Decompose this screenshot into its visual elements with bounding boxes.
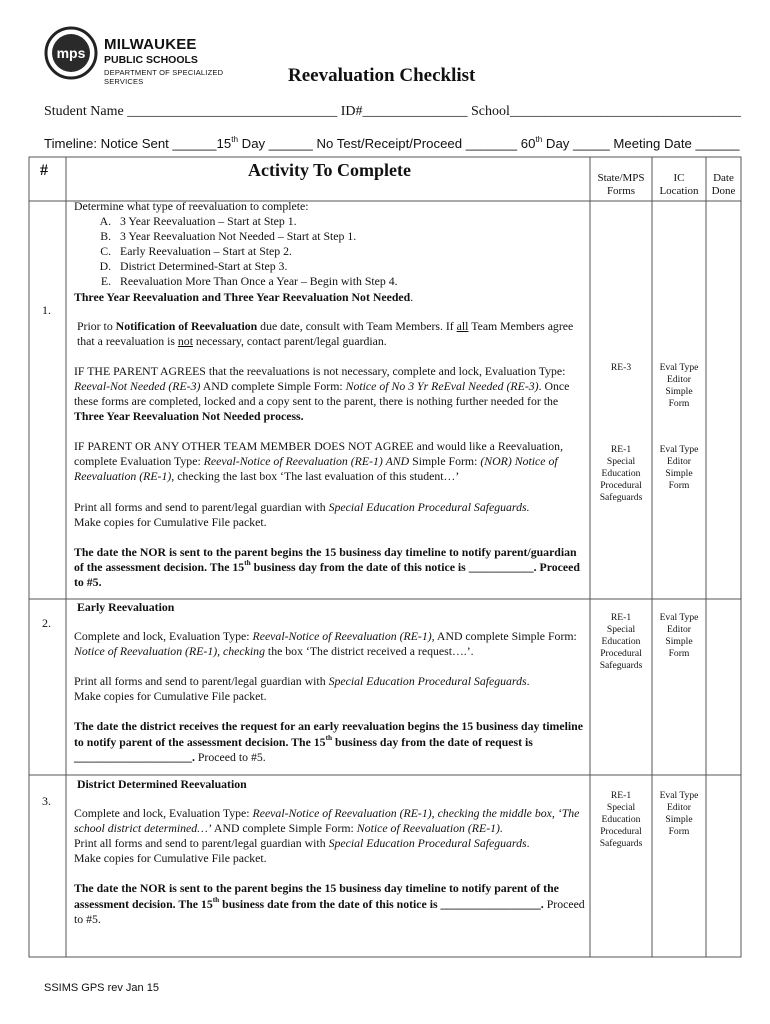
row2-loc-1: Eval Type <box>659 612 699 623</box>
timeline-sup-2: th <box>535 134 543 144</box>
row3-loc-1: Eval Type <box>659 790 699 801</box>
row3-p3-sup: th <box>212 894 220 904</box>
row3-p1-d: Notice of Reevaluation (RE-1). <box>356 821 503 836</box>
row1-loc-a-3: Simple <box>665 386 693 397</box>
row2-p2-d: Make copies for Cumulative File packet. <box>74 689 267 704</box>
footer-revision: SSIMS GPS rev Jan 15 <box>44 982 159 994</box>
row1-form-b-1: RE-1 <box>610 444 632 455</box>
mps-logo <box>44 26 244 86</box>
timeline-part-b: Day ______ No Test/Receipt/Proceed _______ 60 <box>238 136 536 151</box>
row2-para2 <box>74 674 586 704</box>
row1-p4-a: Print all forms and send to parent/legal guardian with <box>74 499 329 514</box>
row1-step-c: C. Early Reevaluation – Start at Step 2. <box>114 244 586 259</box>
row1-para4 <box>74 500 586 530</box>
row1-p3-b: Reeval-Notice of Reevaluation (RE-1) AND <box>203 454 410 469</box>
header-location-l2: Location <box>659 185 699 197</box>
header-location-l1: IC <box>673 172 685 184</box>
header-date-l2: Done <box>711 185 736 197</box>
row1-content <box>74 199 586 590</box>
row3-form-4: Procedural <box>600 826 642 837</box>
row1-p3-d: (NOR) Notice of Reevaluation (RE-1) <box>74 454 558 484</box>
row3-p1-a: Complete and lock, Evaluation Type: <box>74 806 253 821</box>
row3-para3 <box>74 881 586 926</box>
row1-para3 <box>74 439 586 484</box>
header-activity: Activity To Complete <box>248 160 411 180</box>
row1-form-a: RE-3 <box>610 362 632 373</box>
row1-p2-a: IF THE PARENT AGREES that the reevaluations is not necessary, complete and lock, Evaluation Type: <box>74 363 566 378</box>
row1-intro: Determine what type of reevaluation to complete: <box>74 199 309 213</box>
row3-form-5: Safeguards <box>599 838 643 849</box>
row2-p1-b: Reeval-Notice of Reevaluation (RE-1), <box>252 629 435 644</box>
row2-heading: Early Reevaluation <box>77 600 175 614</box>
row1-p1-c: due date, consult with Team Members. If <box>257 318 457 333</box>
student-info-line: Student Name ______________________________ ID#_______________ School_________________________________ <box>44 104 741 119</box>
row2-location <box>652 612 706 660</box>
row1-p3-e: , checking the last box ‘The last evaluation of this student…’ <box>171 469 460 484</box>
row2-form-1: RE-1 <box>610 612 632 623</box>
row3-loc-2: Editor <box>667 802 691 813</box>
row2-form-4: Procedural <box>600 648 642 659</box>
row2-p3-b: business day from the date of request is ____________________. <box>74 734 533 764</box>
row3-para1 <box>74 806 586 836</box>
row1-p2-b: Reeval-Not Needed (RE-3) <box>74 378 201 393</box>
row1-step-a: A. 3 Year Reevaluation – Start at Step 1. <box>114 214 586 229</box>
row2-p3-c: Proceed to #5. <box>194 749 266 764</box>
row1-heading-end: . <box>410 289 414 304</box>
header-date <box>706 172 741 198</box>
row2-loc-4: Form <box>668 648 690 659</box>
header-forms-l2: Forms <box>606 185 636 197</box>
row1-p1-f: not <box>177 333 193 348</box>
row2-p1-c: AND complete Simple Form: <box>434 629 577 644</box>
row3-p3-a: The date the NOR is sent to the parent begins the 15 business day timeline to notify parent of the assessment decision. The 15 <box>74 881 559 911</box>
row1-p1-g: necessary, contact parent/legal guardian. <box>192 333 387 348</box>
row1-step-d: D. District Determined-Start at Step 3. <box>114 259 586 274</box>
row1-para5 <box>74 545 586 590</box>
row1-p1-a: Prior to <box>77 318 116 333</box>
row2-p1-a: Complete and lock, Evaluation Type: <box>74 629 253 644</box>
row1-p4-c: Make copies for Cumulative File packet. <box>74 514 267 529</box>
row2-form-3: Education <box>601 636 641 647</box>
row1-p2-e: . Once these forms are completed, locked and a copy sent to the parent, there is nothing further needed for the <box>74 378 570 409</box>
row2-p3-sup: th <box>325 732 333 742</box>
header-forms-l1: State/MPS <box>597 172 645 184</box>
row1-para2 <box>74 364 586 424</box>
row2-loc-3: Simple <box>665 636 693 647</box>
row3-p3-c: Proceed to #5. <box>74 896 585 926</box>
row2-p2-a: Print all forms and send to parent/legal guardian with <box>74 674 329 689</box>
row1-form-b-2: Special <box>606 456 636 467</box>
row3-heading: District Determined Reevaluation <box>77 777 247 791</box>
row1-loc-a-4: Form <box>668 398 690 409</box>
row1-heading: Three Year Reevaluation and Three Year Reevaluation Not Needed <box>74 289 411 304</box>
row3-loc-3: Simple <box>665 814 693 825</box>
row1-p1-d: all <box>456 318 469 333</box>
row3-p2-a: Print all forms and send to parent/legal guardian with <box>74 836 329 851</box>
row1-loc-a-1: Eval Type <box>659 362 699 373</box>
timeline-line <box>44 136 740 151</box>
row1-form-b <box>590 444 652 504</box>
row1-p2-c: AND complete Simple Form: <box>200 378 346 393</box>
row1-form-b-4: Procedural <box>600 480 642 491</box>
row1-p4-b: Special Education Procedural Safeguards. <box>328 499 530 514</box>
header-forms <box>590 172 652 198</box>
row3-p1-c: AND complete Simple Form: <box>211 821 357 836</box>
row1-p1-b: Notification of Reevaluation <box>115 318 258 333</box>
row1-form-b-3: Education <box>601 468 641 479</box>
row3-p3-b: business date from the date of this notice is _________________. <box>219 896 544 911</box>
timeline-part-c: Day _____ Meeting Date ______ <box>542 136 740 151</box>
row1-step-e: E. Reevaluation More Than Once a Year – Begin with Step 4. <box>114 274 586 289</box>
row3-form-3: Education <box>601 814 641 825</box>
row1-p1-e: Team Members agree that a reevaluation is <box>77 318 574 348</box>
row3-form <box>590 790 652 850</box>
row1-steps <box>74 214 586 289</box>
row2-para1 <box>74 629 586 659</box>
badge-text: mps <box>56 45 86 61</box>
header-date-l1: Date <box>713 172 734 184</box>
row1-loc-a-2: Editor <box>667 374 691 385</box>
timeline-sup-1: th <box>231 134 239 144</box>
row3-number: 3. <box>42 794 51 808</box>
row3-p2-d: Make copies for Cumulative File packet. <box>74 851 267 866</box>
row1-p2-d: Notice of No 3 Yr ReEval Needed (RE-3) <box>345 378 539 393</box>
row2-p3-a: The date the district receives the request for an early reevaluation begins the 15 business day timeline to notify parent of the assessment decision. The 15 <box>74 719 583 749</box>
row2-form-2: Special <box>606 624 636 635</box>
row1-location-a <box>652 362 706 410</box>
row2-loc-2: Editor <box>667 624 691 635</box>
row2-p1-e: the box ‘The district received a request….’. <box>264 644 474 659</box>
logo-line2: PUBLIC SCHOOLS <box>104 54 198 66</box>
row2-number: 2. <box>42 616 51 630</box>
row1-loc-b-3: Simple <box>665 468 693 479</box>
row1-loc-b-4: Form <box>668 480 690 491</box>
row1-p3-a: IF PARENT OR ANY OTHER TEAM MEMBER DOES NOT AGREE and would like a Reevaluation, complete Evaluation Type: <box>74 439 564 469</box>
row2-content <box>74 600 586 765</box>
row1-loc-b-1: Eval Type <box>659 444 699 455</box>
row1-p5-b: business day from the date of this notice is ___________. Proceed to #5. <box>74 559 580 589</box>
row1-p5-a: The date the NOR is sent to the parent begins the 15 business day timeline to notify parent/guardian of the assessment decision. The 15 <box>74 544 577 574</box>
row3-p2-c: . <box>526 836 530 851</box>
timeline-part-a: Timeline: Notice Sent ______15 <box>44 136 232 151</box>
row2-form-5: Safeguards <box>599 660 643 671</box>
header-location <box>652 172 706 198</box>
row3-content <box>74 777 586 927</box>
row2-para3 <box>74 719 586 764</box>
mps-badge-icon <box>44 26 98 80</box>
row2-p2-b: Special Education Procedural Safeguards <box>328 674 527 689</box>
row1-number: 1. <box>42 303 51 317</box>
row1-para1 <box>74 319 586 349</box>
row3-location <box>652 790 706 838</box>
row1-form-b-5: Safeguards <box>599 492 643 503</box>
row2-p1-d: Notice of Reevaluation (RE-1), checking <box>74 644 265 659</box>
row1-p3-c: Simple Form: <box>409 454 481 469</box>
row2-form <box>590 612 652 672</box>
row1-step-b: B. 3 Year Reevaluation Not Needed – Start at Step 1. <box>114 229 586 244</box>
row3-form-2: Special <box>606 802 636 813</box>
row3-form-1: RE-1 <box>610 790 632 801</box>
row1-location-b <box>652 444 706 492</box>
row2-p2-c: . <box>526 674 530 689</box>
row1-p2-f: Three Year Reevaluation Not Needed process. <box>74 409 304 424</box>
row3-para2 <box>74 836 586 866</box>
row1-loc-b-2: Editor <box>667 456 691 467</box>
page-title: Reevaluation Checklist <box>288 65 476 86</box>
row3-p1-b: Reeval-Notice of Reevaluation (RE-1), checking the middle box, ‘The school district determined…’ <box>74 806 580 836</box>
row3-p2-b: Special Education Procedural Safeguards <box>328 836 527 851</box>
logo-line3: DEPARTMENT OF SPECIALIZED SERVICES <box>104 68 224 86</box>
logo-line1: MILWAUKEE <box>104 36 197 53</box>
row3-loc-4: Form <box>668 826 690 837</box>
header-number: # <box>40 162 48 179</box>
row1-p5-sup: th <box>244 558 251 568</box>
